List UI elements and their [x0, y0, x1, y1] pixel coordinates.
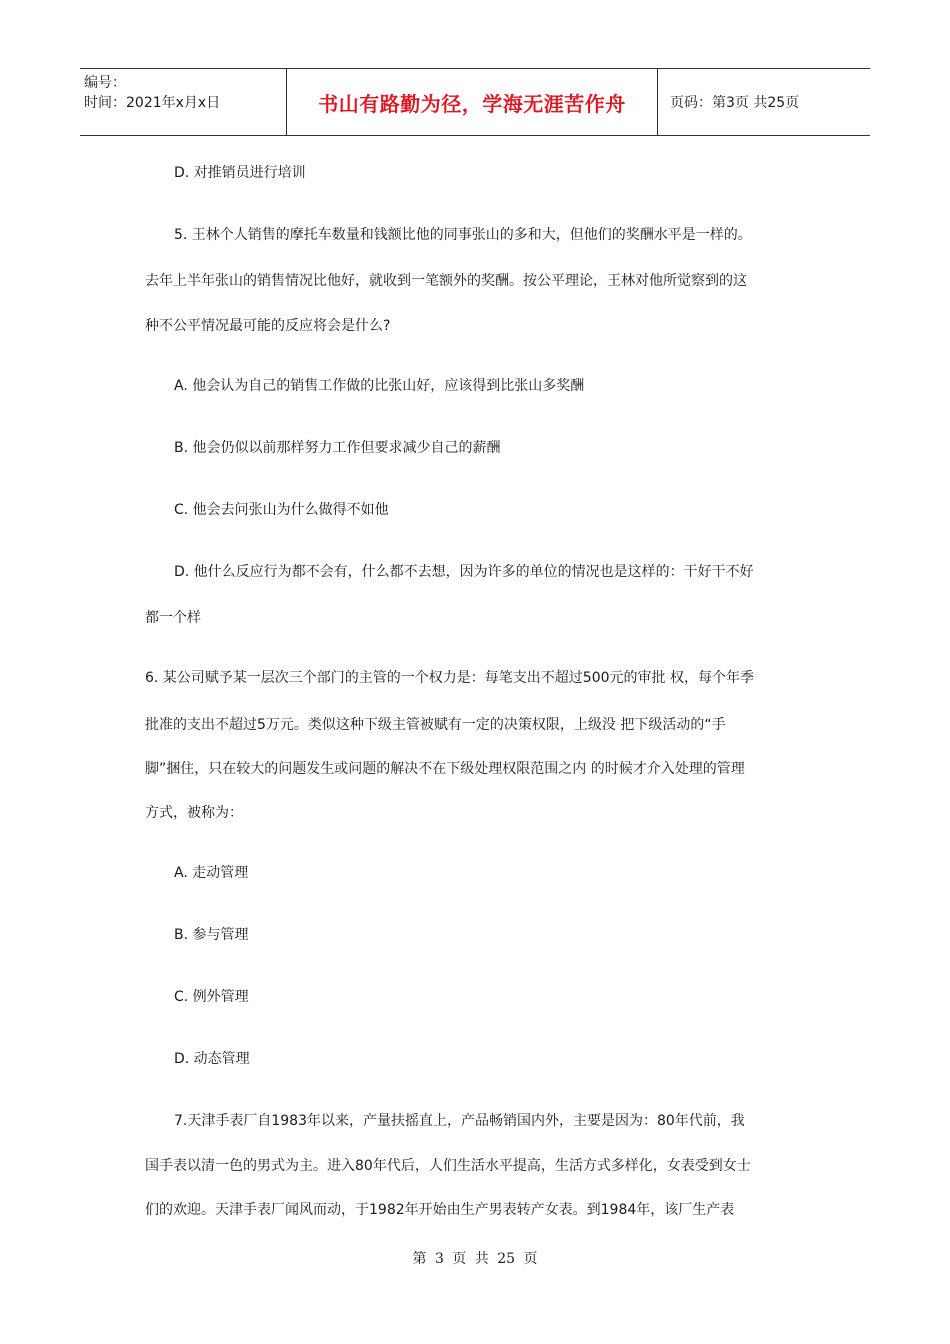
header-motto: 书山有路勤为径，学海无涯苦作舟: [287, 69, 658, 135]
option-5c: C. 他会去问张山为什么做得不如他: [174, 502, 389, 518]
time-label: 时间：2021年x月x日: [84, 95, 221, 111]
option-6d: D. 动态管理: [174, 1051, 250, 1067]
question-7-line-2: 国手表以清一色的男式为主。进入80年代后，人们生活水平提高，生活方式多样化，女表受到女士: [145, 1158, 751, 1174]
question-6-line-4: 方式，被称为：: [145, 805, 243, 821]
option-5d-line-1: D. 他什么反应行为都不会有，什么都不去想，因为许多的单位的情况也是这样的：干好干不好: [174, 564, 754, 580]
option-5b: B. 他会仍似以前那样努力工作但要求减少自己的薪酬: [174, 440, 501, 456]
option-6b: B. 参与管理: [174, 927, 249, 943]
option-4d: D. 对推销员进行培训: [174, 165, 306, 181]
option-6c: C. 例外管理: [174, 989, 249, 1005]
page-footer: 第 3 页 共 25 页: [412, 1251, 538, 1267]
option-5d-line-2: 都一个样: [145, 610, 201, 626]
question-6-line-2: 批准的支出不超过5万元。类似这种下级主管被赋有一定的决策权限，上级没 把下级活动的“手: [145, 717, 726, 733]
question-5-line-1: 5. 王林个人销售的摩托车数量和钱额比他的同事张山的多和大，但他们的奖酬水平是一样的。: [174, 227, 752, 243]
number-label: 编号：: [84, 75, 126, 91]
option-5a: A. 他会认为自己的销售工作做的比张山好，应该得到比张山多奖酬: [174, 378, 585, 394]
question-5-line-3: 种不公平情况最可能的反应将会是什么?: [145, 318, 391, 334]
question-7-line-1: 7.天津手表厂自1983年以来，产量扶摇直上，产品畅销国内外，主要是因为：80年代前，我: [174, 1113, 745, 1129]
option-6a: A. 走动管理: [174, 865, 249, 881]
header-meta: [80, 69, 287, 135]
question-6-line-3: 脚”捆住，只在较大的问题发生或问题的解决不在下级处理权限范围之内 的时候才介入处理的管理: [145, 761, 745, 777]
question-6-line-1: 6. 某公司赋予某一层次三个部门的主管的一个权力是：每笔支出不超过500元的审批 权，每个年季: [145, 670, 754, 686]
page-header: [80, 68, 870, 136]
question-5-line-2: 去年上半年张山的销售情况比他好，就收到一笔额外的奖酬。按公平理论，王林对他所觉察到的这: [145, 273, 747, 289]
question-7-line-3: 们的欢迎。天津手表厂闻风而动，于1982年开始由生产男表转产女表。到1984年，该厂生产表: [145, 1202, 735, 1218]
header-page-info: 页码：第3页 共25页: [670, 95, 800, 111]
